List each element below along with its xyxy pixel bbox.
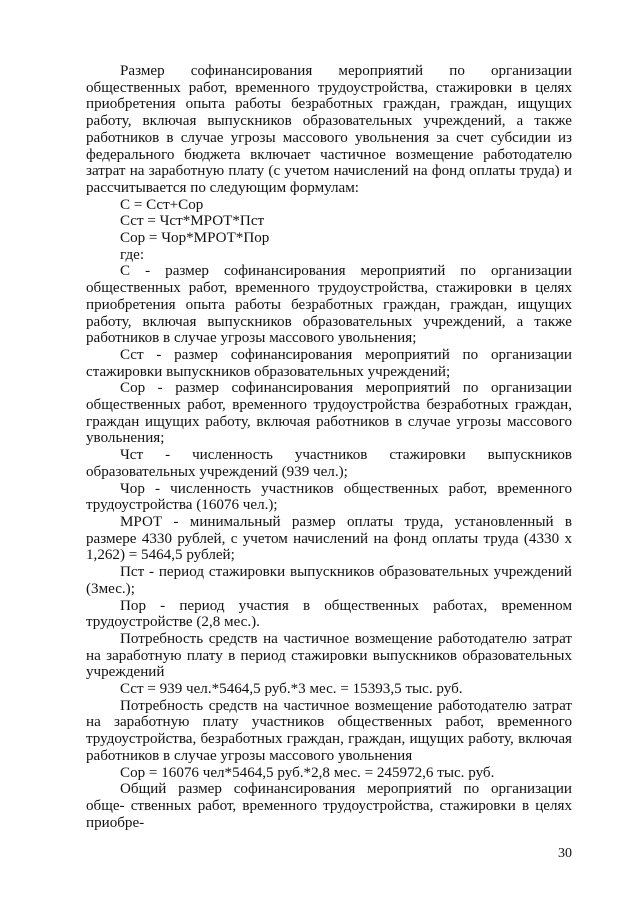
page-number: 30 [558, 846, 572, 861]
paragraph: Потребность средств на частичное возмещение работодателю затрат на заработную плату участников общественных работ, временного трудоустройства, безработных граждан, граждан, ищущих работу, включая работников в случае угрозы массового увольнения [86, 697, 572, 764]
paragraph: МРОТ - минимальный размер оплаты труда, установленный в размере 4330 рублей, с учетом начислений на фонд оплаты труда (4330 х 1,262) = 5464,5 рублей; [86, 513, 572, 564]
formula-line: где: [120, 246, 145, 263]
formula-line: Сст = 939 чел.*5464,5 руб.*3 мес. = 15393,5 тыс. руб. [120, 681, 463, 698]
paragraph: Сст - размер софинансирования мероприятий по организации стажировки выпускников образовательных учреждений; [86, 346, 572, 380]
paragraph: С - размер софинансирования мероприятий по организации общественных работ, временного трудоустройства, стажировки в целях приобретения опыта работы безработных граждан, граждан, ищущих работу, включая выпускников образовательных учреждений, а также работников в случае угрозы массового увольнения; [86, 263, 572, 347]
paragraph: Чор - численность участников общественных работ, временного трудоустройства (16076 чел.); [86, 480, 572, 514]
paragraph: Сор - размер софинансирования мероприятий по организации общественных работ, временного трудоустройства безработных граждан, граждан ищущих работу, включая работников в случае угрозы массового увольнения; [86, 380, 572, 447]
formula-line: С = Сст+Сор [120, 196, 204, 213]
paragraph: Потребность средств на частичное возмещение работодателю затрат на заработную плату в период стажировки выпускников образовательных учреждений [86, 630, 572, 681]
formula-line: Сор = 16076 чел*5464,5 руб.*2,8 мес. = 245972,6 тыс. руб. [120, 764, 495, 781]
document-body [86, 63, 572, 831]
paragraph: Пор - период участия в общественных работах, временном трудоустройстве (2,8 мес.). [86, 597, 572, 631]
paragraph: Общий размер софинансирования мероприятий по организации обще- ственных работ, временного трудоустройства, стажировки в целях приобре- [86, 781, 572, 831]
paragraph: Размер софинансирования мероприятий по организации общественных работ, временного трудоустройства, стажировки в целях приобретения опыта работы безработных граждан, граждан, ищущих работу, включая выпускников образовательных учреждений, а также работников в случае угрозы массового увольнения за счет субсидии из федерального бюджета включает частичное возмещение работодателю затрат на заработную плату (с учетом начислений на фонд оплаты труда) и рассчитывается по следующим формулам: [86, 63, 572, 196]
paragraph: Чст - численность участников стажировки выпускников образовательных учреждений (939 чел.); [86, 447, 572, 480]
paragraph: Пст - период стажировки выпускников образовательных учреждений (3мес.); [86, 564, 572, 597]
formula-line: Сст = Чст*МРОТ*Пст [120, 213, 265, 230]
formula-line: Сор = Чор*МРОТ*Пор [120, 230, 270, 247]
